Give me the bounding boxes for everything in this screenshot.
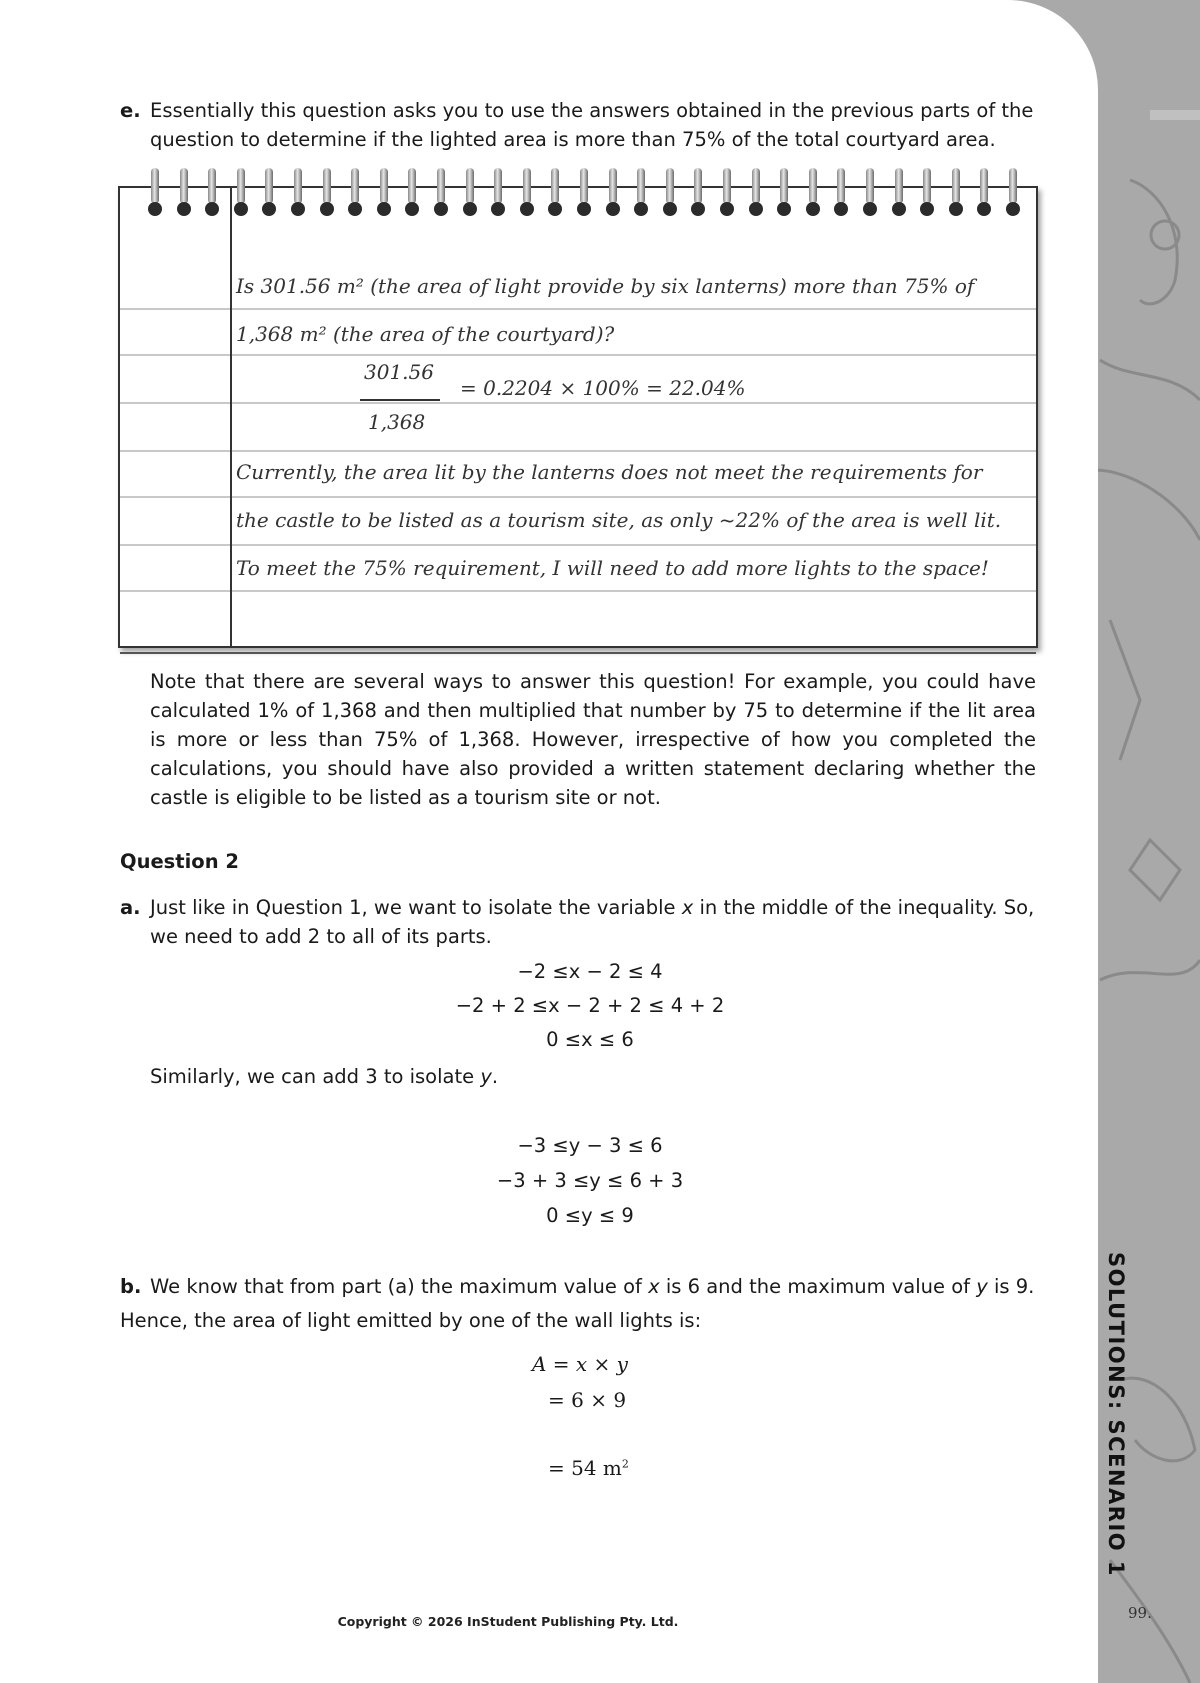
spiral-ring [205, 168, 219, 222]
footer-text: Copyright © 2026 InStudent Publishing Pty. Ltd. [337, 1614, 679, 1629]
spiral-ring [148, 168, 162, 222]
notebook-rule [120, 402, 1036, 404]
side-section-label: SOLUTIONS: SCENARIO 1 [1104, 1252, 1128, 1578]
hence-text: Hence, the area of light emitted by one of the wall lights is: [120, 1309, 702, 1332]
spiral-ring [577, 168, 591, 222]
spiral-ring [234, 168, 248, 222]
fraction-bar [360, 399, 440, 401]
part-b [120, 1272, 1040, 1301]
similarly-text-2: . [491, 1065, 499, 1088]
spiral-ring [291, 168, 305, 222]
x-inequality-3: 0 ≤x ≤ 6 [546, 1028, 634, 1051]
spiral-ring [634, 168, 648, 222]
notebook-line-4: Currently, the area lit by the lanterns does not meet the requirements for [236, 460, 983, 484]
y-inequality-1: −3 ≤y − 3 ≤ 6 [517, 1134, 663, 1157]
notebook-rule [120, 496, 1036, 498]
part-e [120, 96, 1040, 154]
notebook-margin-line [230, 188, 232, 646]
spiral-ring [1006, 168, 1020, 222]
notebook-line-2: 1,368 m² (the area of the courtyard)? [236, 322, 615, 346]
variable-x: x [681, 896, 694, 919]
variable-x: x [648, 1275, 660, 1298]
spiral-ring [463, 168, 477, 222]
spiral-ring [320, 168, 334, 222]
spiral-ring [177, 168, 191, 222]
spiral-ring [606, 168, 620, 222]
spiral-ring [977, 168, 991, 222]
fraction-denominator: 1,368 [368, 410, 426, 434]
notebook-rule [120, 544, 1036, 546]
fraction-result: = 0.2204 × 100% = 22.04% [460, 376, 746, 400]
part-b-text-1: We know that from part (a) the maximum value of [150, 1275, 649, 1298]
spiral-ring [749, 168, 763, 222]
notebook-line-6: To meet the 75% requirement, I will need to add more lights to the space! [236, 556, 989, 580]
notebook-line-1: Is 301.56 m² (the area of light provide by six lanterns) more than 75% of [236, 274, 975, 298]
part-a-text-1: Just like in Question 1, we want to isolate the variable [150, 896, 682, 919]
spiral-ring [834, 168, 848, 222]
notebook-rule [120, 450, 1036, 452]
y-inequality-2: −3 + 3 ≤y ≤ 6 + 3 [496, 1169, 684, 1192]
area-superscript: 2 [621, 1457, 629, 1471]
area-equation-2: = 6 × 9 [548, 1388, 627, 1412]
spiral-ring [262, 168, 276, 222]
spiral-ring [663, 168, 677, 222]
similarly-text-1: Similarly, we can add 3 to isolate [150, 1065, 481, 1088]
spiral-ring [892, 168, 906, 222]
part-b-text-3: is 9. [987, 1275, 1035, 1298]
part-e-label: e. [120, 99, 141, 122]
note-paragraph: Note that there are several ways to answer this question! For example, you could have calculated 1% of 1,368 and then multiplied that number by 75 to determine if the lit area is more or less than 75% of 1,368. However, irrespective of how you completed the calculations, you should have also provided a written statement declaring whether the castle is eligible to be listed as a tourism site or not. [150, 670, 1036, 809]
variable-y: y [480, 1065, 492, 1088]
spiral-ring [520, 168, 534, 222]
spiral-ring [691, 168, 705, 222]
spiral-ring [491, 168, 505, 222]
x-inequality-1: −2 ≤x − 2 ≤ 4 [517, 960, 663, 983]
part-e-text: Essentially this question asks you to use the answers obtained in the previous parts of the question to determine if the lighted area is more than 75% of the total courtyard area. [150, 99, 1034, 151]
notebook-rule [120, 590, 1036, 592]
spiral-ring [720, 168, 734, 222]
spiral-binding [148, 168, 1008, 224]
spiral-ring [777, 168, 791, 222]
spiral-ring [548, 168, 562, 222]
spiral-ring [920, 168, 934, 222]
part-a-text-2: in the middle of the inequality. So, we need to add 2 to all of its parts. [150, 896, 1035, 948]
part-b-text [150, 1275, 1034, 1298]
spiral-ring [434, 168, 448, 222]
similarly-text [150, 1062, 498, 1091]
area-equation-1: A = x × y [532, 1352, 628, 1376]
spiral-ring [806, 168, 820, 222]
part-b-label: b. [120, 1275, 142, 1298]
spiral-ring [405, 168, 419, 222]
part-a-text [150, 893, 1040, 951]
notebook-rule [120, 308, 1036, 310]
notebook-line-5: the castle to be listed as a tourism site, as only ~22% of the area is well lit. [236, 508, 1002, 532]
x-inequality-2: −2 + 2 ≤x − 2 + 2 ≤ 4 + 2 [455, 994, 725, 1017]
part-a-label: a. [120, 896, 141, 919]
spiral-ring [863, 168, 877, 222]
variable-y: y [976, 1275, 988, 1298]
footer-copyright [0, 1614, 1200, 1629]
page-number: 99. [1128, 1604, 1152, 1622]
spiral-ring [377, 168, 391, 222]
area-equation-3-text: = 54 m [548, 1456, 622, 1480]
spiral-ring [949, 168, 963, 222]
y-inequality-3: 0 ≤y ≤ 9 [546, 1204, 634, 1227]
spiral-ring [348, 168, 362, 222]
notebook-bottom-edge [120, 646, 1036, 654]
fraction-numerator: 301.56 [364, 360, 434, 384]
question-2-heading: Question 2 [120, 850, 239, 873]
part-b-text-2: is 6 and the maximum value of [659, 1275, 977, 1298]
notebook-rule [120, 354, 1036, 356]
part-a [120, 893, 1040, 951]
area-equation-3 [548, 1456, 629, 1480]
